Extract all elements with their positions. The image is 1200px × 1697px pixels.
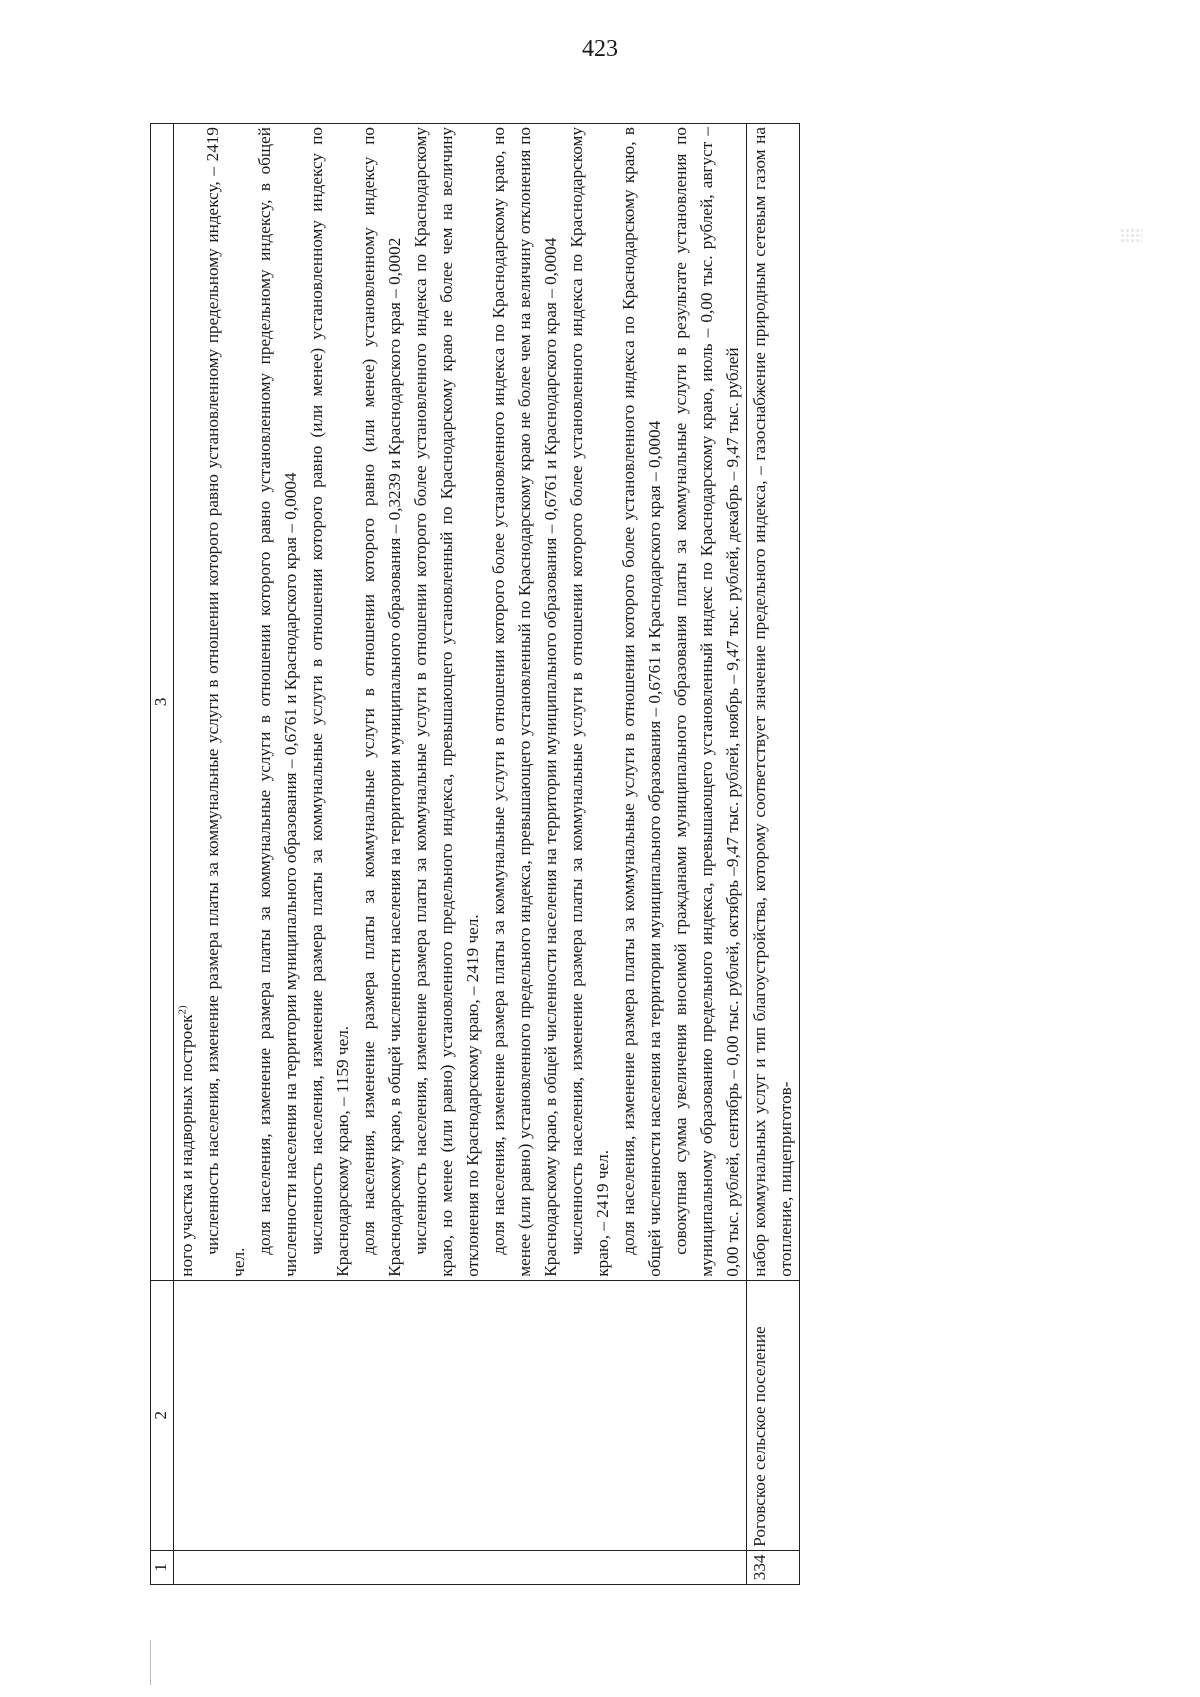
page-number: 423 (582, 36, 618, 62)
continuation-paragraph (174, 127, 200, 1277)
continuation-text: ного участка и надворных построек (177, 1014, 196, 1277)
indicator-paragraph: численность населения, изменение размера платы за коммунальные услуги в отношении которого более установленного индекса по Краснодарскому краю, – 2419 чел. (567, 127, 612, 1277)
indicator-paragraph: доля населения, изменение размера платы за коммунальные услуги в отношении которого более установленного индекса по Краснодарскому краю, в общей численности населения на территории муниципального образования – 0,6761 и Краснодарского края – 0,0004 (619, 127, 664, 1277)
rotated-table-container (150, 123, 1080, 1585)
indicator-paragraph: численность населения, изменение размера платы за коммунальные услуги в отношении которого равно (или менее) установленному индексу по Краснодарскому краю, – 1159 чел. (307, 127, 352, 1277)
table-row-334 (747, 124, 800, 1585)
header-col-1: 1 (151, 1550, 174, 1584)
settlement-name: Роговское сельское поселение (747, 1280, 800, 1550)
scan-speck (1120, 228, 1142, 242)
indicator-paragraph: доля населения, изменение размера платы за коммунальные услуги в отношении которого равно установленному предельному индексу, в общей численности населения на территории муниципального образования – 0,6761 и Краснодарского края – 0,0004 (255, 127, 300, 1277)
table-header-row (151, 124, 174, 1585)
header-col-2: 2 (151, 1280, 174, 1550)
margin-mark (150, 1640, 151, 1685)
indicator-paragraph: численность населения, изменение размера платы за коммунальные услуги в отношении которого более установленного индекса по Краснодарскому краю, но менее (или равно) установленного предельного индекса, превышающего установленный по Краснодарскому краю не более чем на величину отклонения по Краснодарскому краю, – 2419 чел. (411, 127, 482, 1277)
indicator-paragraph: совокупная сумма увеличения вносимой гражданами муниципального образования платы за коммунальные услуги в результате установления по муниципальному образованию предельного индекса, превышающего установленный индекс по Краснодарскому краю, июль – 0,00 тыс. рублей, август – 0,00 тыс. рублей, сентябрь – 0,00 тыс. рублей, октябрь –9,47 тыс. рублей, ноябрь – 9,47 тыс. рублей, декабрь – 9,47 тыс. рублей (671, 127, 742, 1277)
table-row-continuation (174, 124, 747, 1585)
indicator-paragraph: доля населения, изменение размера платы за коммунальные услуги в отношении которого более установленного индекса по Краснодарскому краю, но менее (или равно) установленного предельного индекса, превышающего установленный по Краснодарскому краю не более чем на величину отклонения по Краснодарскому краю, в общей численности населения на территории муниципального образования – 0,6761 и Краснодарского края – 0,0004 (489, 127, 560, 1277)
cell-settlement-empty (174, 1280, 747, 1550)
footnote-mark: 2) (176, 1005, 189, 1015)
cell-indicators (174, 124, 747, 1281)
indicator-paragraph: набор коммунальных услуг и тип благоустройства, которому соответствует значение предельного индекса, – газоснабжение природным сетевым газом на отопление, пищеприготов- (750, 127, 795, 1277)
row-number: 334 (747, 1550, 800, 1584)
indicator-paragraph: численность населения, изменение размера платы за коммунальные услуги в отношении которого равно установленному предельному индексу, – 2419 чел. (203, 127, 248, 1277)
data-table (150, 123, 800, 1585)
indicator-paragraph: доля населения, изменение размера платы за коммунальные услуги в отношении которого равно (или менее) установленному индексу по Краснодарскому краю, в общей численности населения на территории муниципального образования – 0,3239 и Краснодарского края – 0,0002 (359, 127, 404, 1277)
header-col-3: 3 (151, 124, 174, 1281)
cell-number-empty (174, 1550, 747, 1584)
cell-indicators (747, 124, 800, 1281)
